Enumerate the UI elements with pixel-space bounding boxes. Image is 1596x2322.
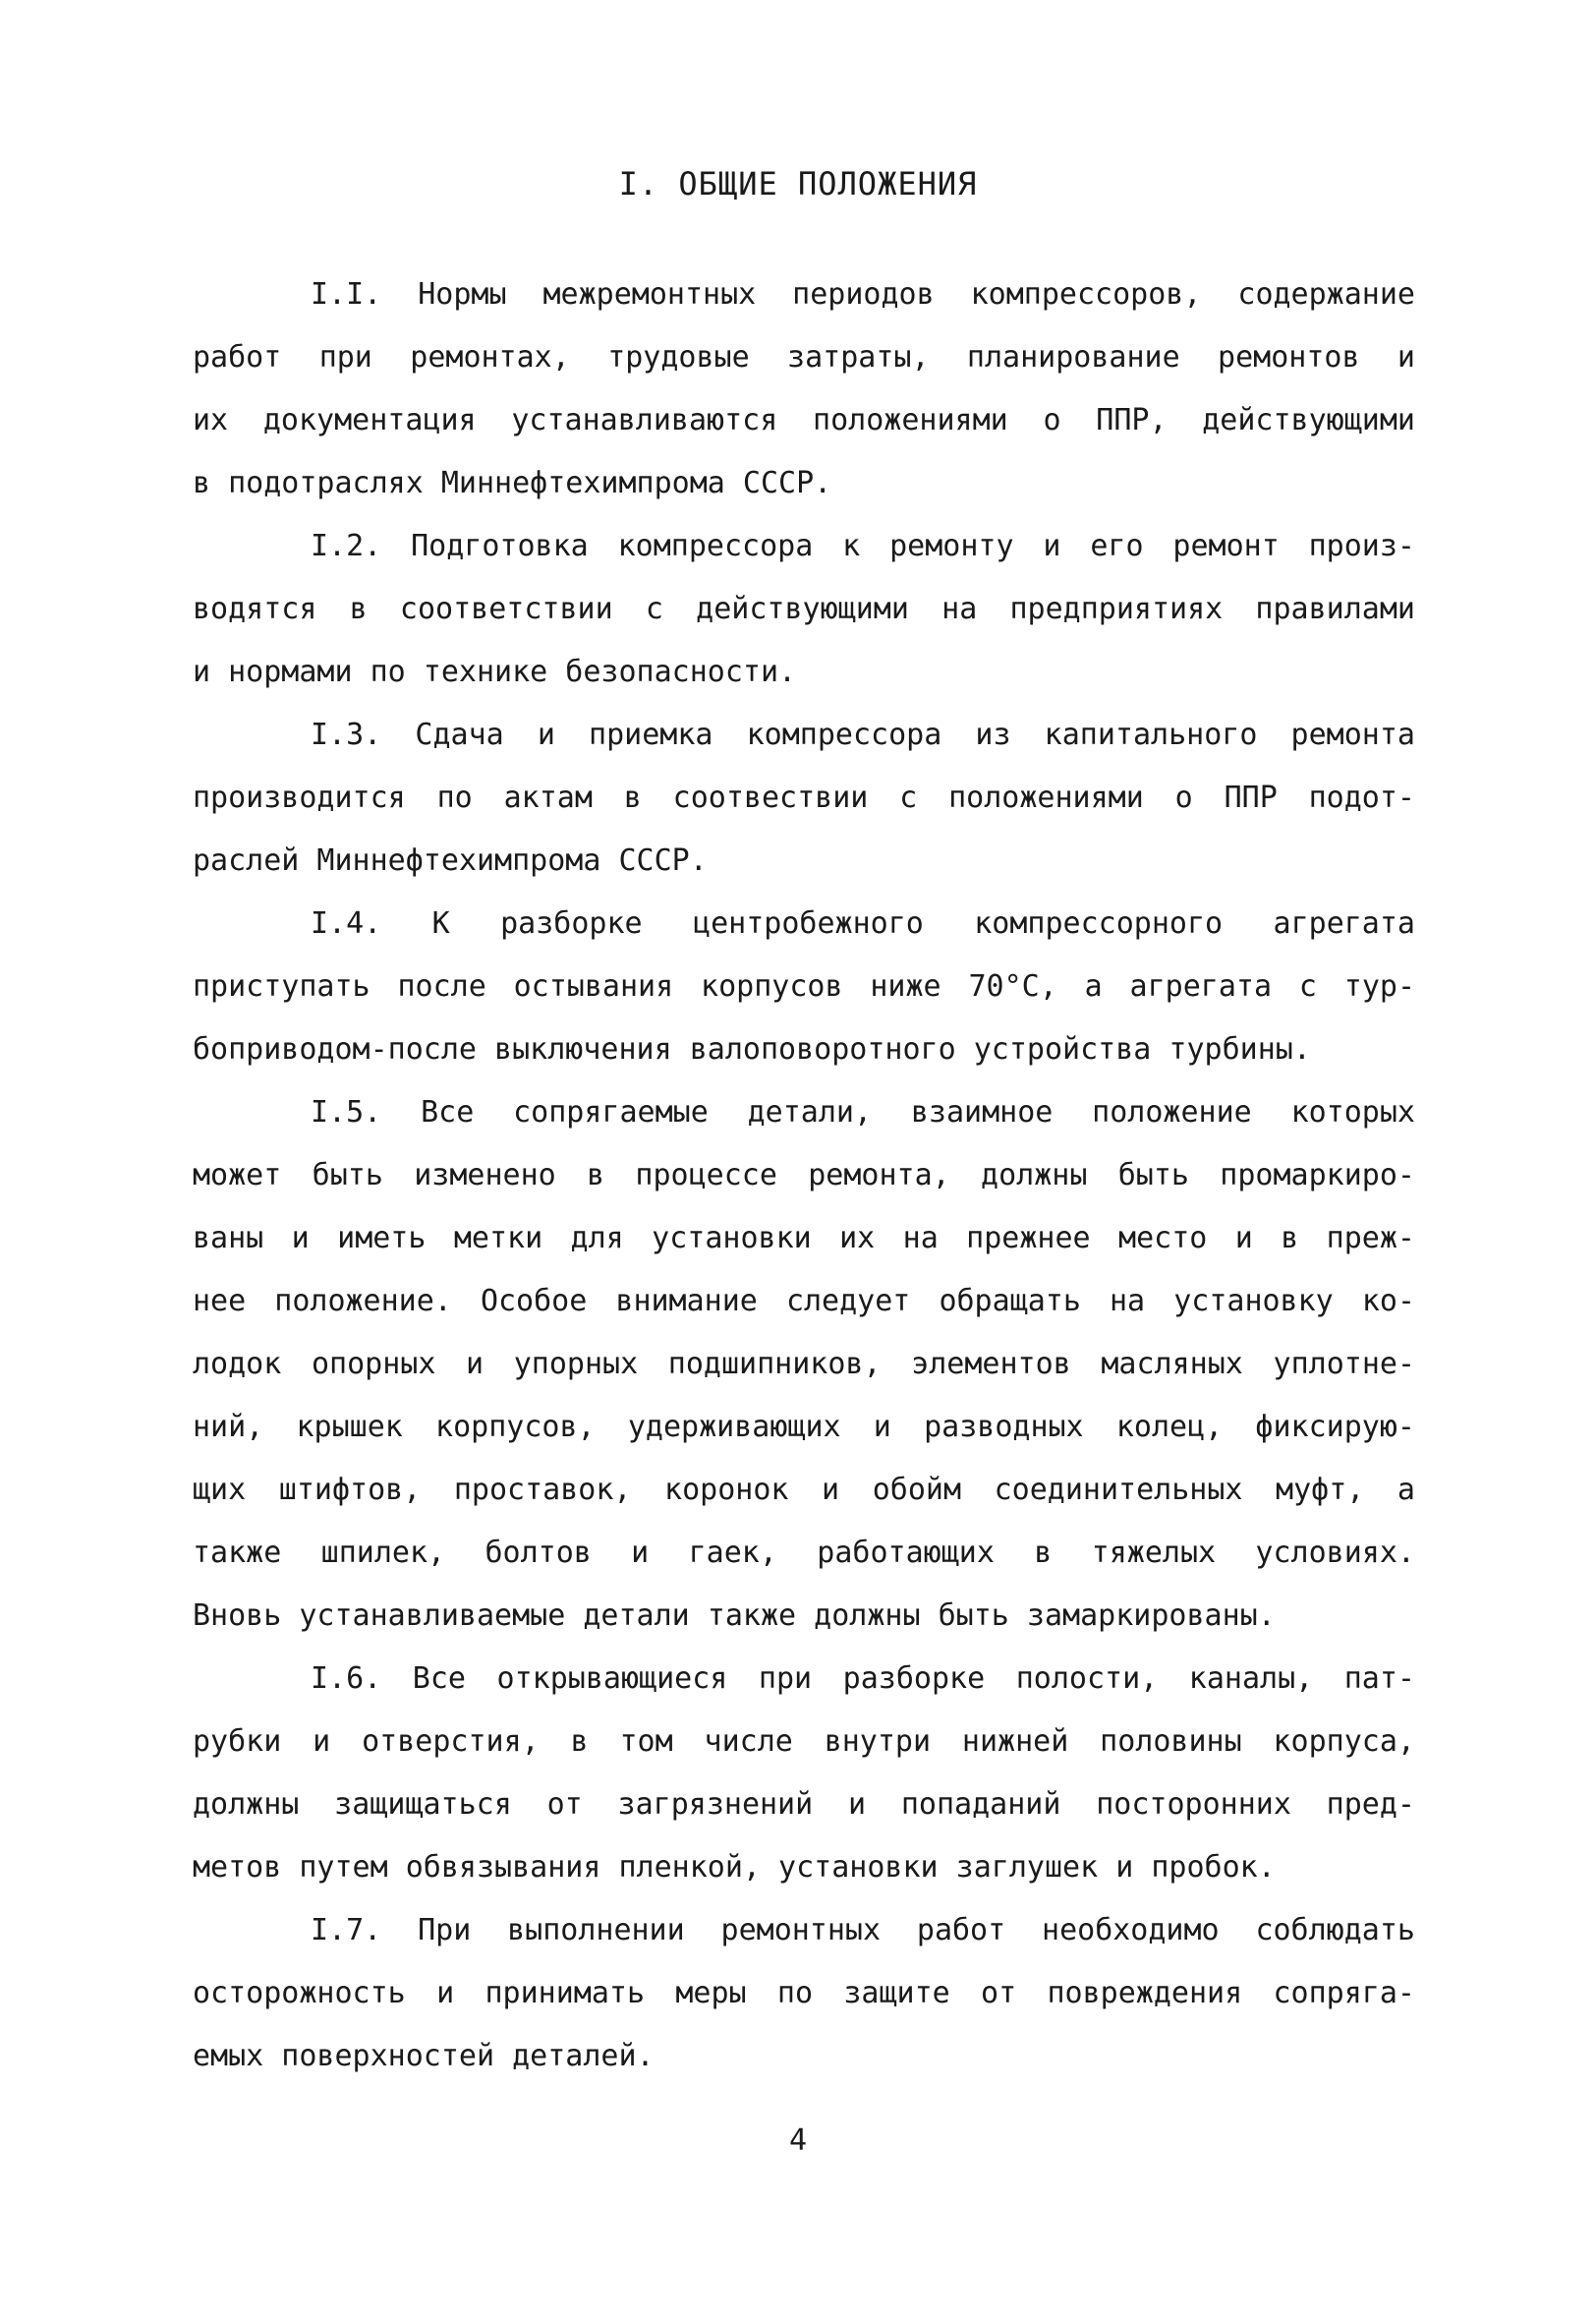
paragraph-line: I.3. Сдача и приемка компрессора из капитального ремонта: [311, 718, 1415, 752]
paragraph-line: емых поверхностей деталей.: [193, 2039, 655, 2073]
paragraph-line: и нормами по технике безопасности.: [193, 655, 797, 689]
paragraph-line: приступать после остывания корпусов ниже 70°С, а агрегата с тур-: [193, 969, 1415, 1004]
paragraph-1-3: [193, 704, 1415, 893]
paragraph-line: ний, крышек корпусов, удерживающих и разводных колец, фиксирую-: [193, 1410, 1415, 1444]
section-heading: I. ОБЩИЕ ПОЛОЖЕНИЯ: [618, 165, 978, 203]
paragraph-line: метов путем обвязывания пленкой, установки заглушек и пробок.: [193, 1850, 1276, 1885]
paragraph-line: Вновь устанавливаемые детали также должны быть замаркированы.: [193, 1598, 1276, 1633]
paragraph-line: их документация устанавливаются положениями о ППР, действующими: [193, 403, 1415, 437]
paragraph-line: водятся в соответствии с действующими на предприятиях правилами: [193, 592, 1415, 626]
paragraph-line: I.6. Все открывающиеся при разборке полости, каналы, пат-: [311, 1661, 1415, 1696]
page-number: 4: [788, 2123, 808, 2158]
paragraph-line: щих штифтов, проставок, коронок и обойм соединительных муфт, а: [193, 1473, 1415, 1507]
paragraph-line: I.7. При выполнении ремонтных работ необходимо соблюдать: [311, 1913, 1415, 1947]
paragraph-line: также шпилек, болтов и гаек, работающих в тяжелых условиях.: [193, 1536, 1415, 1570]
paragraph-line: рубки и отверстия, в том числе внутри нижней половины корпуса,: [193, 1724, 1415, 1759]
paragraph-line: осторожность и принимать меры по защите от повреждения сопряга-: [193, 1976, 1415, 2010]
paragraph-line: должны защищаться от загрязнений и попаданий посторонних пред-: [193, 1787, 1415, 1822]
paragraph-line: I.5. Все сопрягаемые детали, взаимное положение которых: [311, 1095, 1415, 1130]
paragraph-line: I.4. К разборке центробежного компрессорного агрегата: [311, 906, 1415, 941]
paragraph-line: работ при ремонтах, трудовые затраты, планирование ремонтов и: [193, 340, 1415, 375]
paragraph-line: I.I. Нормы межремонтных периодов компрессоров, содержание: [311, 277, 1415, 312]
paragraph-1-4: [193, 893, 1415, 1081]
paragraph-line: производится по актам в соотвествии с положениями о ППР подот-: [193, 781, 1415, 815]
paragraph-1-5: [193, 1081, 1415, 1648]
paragraph-line: лодок опорных и упорных подшипников, элементов масляных уплотне-: [193, 1347, 1415, 1381]
paragraph-1-2: [193, 515, 1415, 704]
paragraph-line: раслей Миннефтехимпрома СССР.: [193, 843, 708, 878]
paragraph-line: нее положение. Особое внимание следует обращать на установку ко-: [193, 1284, 1415, 1318]
paragraph-line: в подотраслях Миннефтехимпрома СССР.: [193, 466, 832, 500]
paragraph-line: I.2. Подготовка компрессора к ремонту и его ремонт произ-: [311, 529, 1415, 563]
paragraph-1-7: [193, 1899, 1415, 2088]
paragraph-line: ваны и иметь метки для установки их на прежнее место и в преж-: [193, 1221, 1415, 1255]
paragraph-1-6: [193, 1648, 1415, 1899]
paragraph-line: боприводом-после выключения валоповоротного устройства турбины.: [193, 1032, 1311, 1067]
paragraph-line: может быть изменено в процессе ремонта, должны быть промаркиро-: [193, 1158, 1415, 1192]
paragraph-1-1: [193, 263, 1415, 515]
